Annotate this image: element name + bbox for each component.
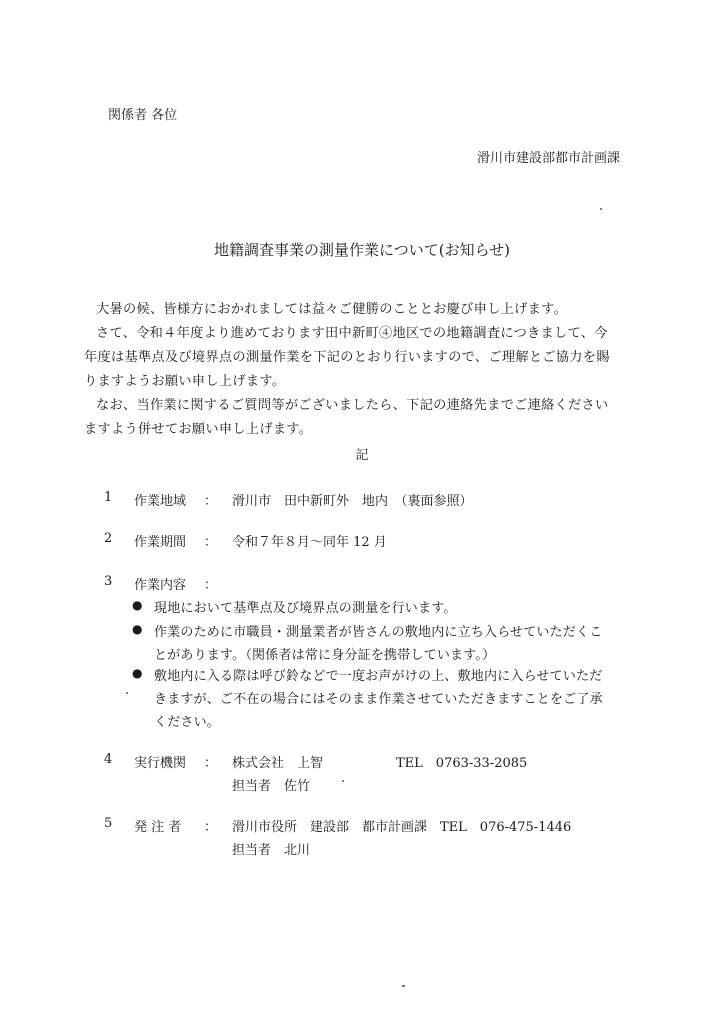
item-colon: ：	[204, 756, 218, 771]
item-label: 発 注 者	[134, 820, 182, 835]
item-colon: ：	[204, 535, 218, 550]
work-bullet-line: とがあります。（関係者は常に身分証を携帯しています。）	[154, 648, 496, 663]
work-area-value: 滑川市 田中新町外 地内 （裏面参照）	[232, 494, 473, 509]
orderer-organization: 滑川市役所 建設部 都市計画課 TEL 076-475-1446	[232, 820, 572, 835]
item-number: 2	[104, 531, 113, 546]
body-line-3: 年度は基準点及び境界点の測量作業を下記のとおり行いますので、ご理解とご協力を賜	[84, 350, 610, 365]
work-bullet-line: 現地において基準点及び境界点の測量を行います。	[154, 601, 457, 616]
orderer-contact: 担当者 北川	[232, 843, 311, 858]
ki-heading: 記	[355, 448, 369, 463]
item-number: 3	[104, 574, 113, 589]
work-bullet-line: ください。	[154, 715, 221, 730]
item-number: 4	[104, 752, 113, 767]
scan-speck	[126, 692, 128, 694]
bullet-icon: ●	[132, 666, 143, 680]
document-title: 地籍調査事業の測量作業について(お知らせ)	[214, 241, 510, 259]
contractor-tel: TEL 0763-33-2085	[396, 756, 528, 771]
body-line-4: りますようお願い申し上げます。	[84, 374, 286, 389]
scan-speck	[402, 985, 405, 987]
item-label: 作業期間	[134, 535, 187, 550]
body-line-1: 大暑の候、皆様方におかれましては益々ご健勝のこととお慶び申し上げます。	[96, 302, 568, 317]
item-label: 実行機関	[134, 756, 187, 771]
body-line-2: さて、令和４年度より進めております田中新町④地区での地籍調査につきまして、今	[96, 326, 608, 341]
addressee: 関係者 各位	[108, 108, 178, 123]
contractor-company: 株式会社 上智	[232, 756, 324, 771]
scan-speck	[342, 780, 344, 782]
item-number: 1	[104, 490, 113, 505]
item-colon: ：	[204, 820, 218, 835]
sender-department: 滑川市建設部都市計画課	[476, 151, 620, 166]
body-line-5: なお、当作業に関するご質問等がございましたら、下記の連絡先までご連絡ください	[96, 398, 609, 413]
item-label: 作業内容	[134, 578, 187, 593]
work-period-value: 令和７年８月～同年 12 月	[232, 535, 387, 550]
work-bullet-line: きますが、ご不在の場合にはそのまま作業させていただきますことをご了承	[154, 692, 603, 707]
item-number: 5	[104, 816, 113, 831]
item-colon: ：	[204, 494, 218, 509]
work-bullet-line: 敷地内に入る際は呼び鈴などで一度お声がけの上、敷地内に入らせていただ	[154, 669, 603, 684]
work-bullet-line: 作業のために市職員・測量業者が皆さんの敷地内に立ち入らせていただくこ	[154, 625, 603, 640]
bullet-icon: ●	[132, 622, 143, 636]
body-line-6: ますよう併せてお願い申し上げます。	[84, 422, 313, 437]
bullet-icon: ●	[132, 598, 143, 612]
item-label: 作業地域	[134, 494, 187, 509]
item-colon: ：	[204, 578, 218, 593]
contractor-contact: 担当者 佐竹	[232, 779, 311, 794]
scan-speck	[600, 208, 602, 210]
